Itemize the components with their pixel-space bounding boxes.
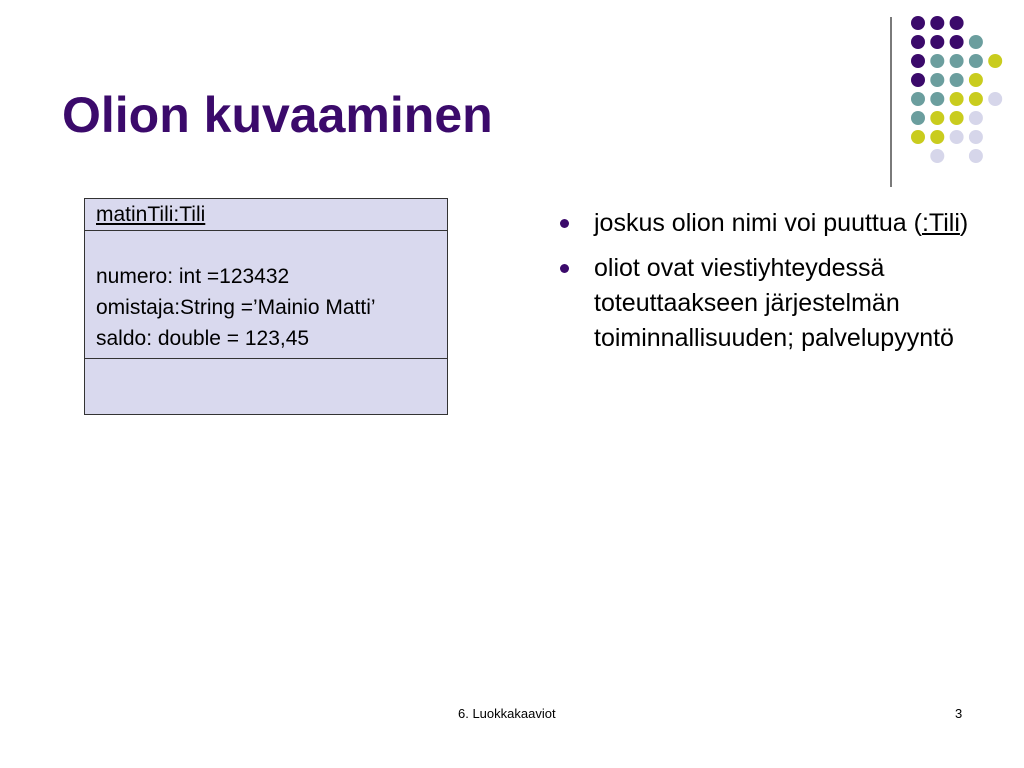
decorative-dot	[930, 73, 944, 87]
decorative-dot	[950, 111, 964, 125]
decorative-dot	[930, 16, 944, 30]
decorative-dot	[911, 111, 925, 125]
decorative-dot	[911, 73, 925, 87]
uml-object-box	[84, 198, 448, 415]
decorative-dot	[911, 130, 925, 144]
uml-attribute-saldo: saldo: double = 123,45	[96, 327, 310, 350]
bullet-dot-icon	[560, 264, 569, 273]
decorative-dot	[930, 54, 944, 68]
decorative-dot	[930, 111, 944, 125]
bullet-1-class-name: :Tili	[921, 209, 960, 237]
uml-object-name-compartment	[85, 199, 447, 231]
uml-attribute-numero: numero: int =123432	[96, 265, 290, 288]
bullet-2-text: oliot ovat viestiyhteydessä toteuttaakseen järjestelmän toiminnallisuuden; palvelupyyntö	[594, 254, 954, 352]
decorative-dot	[930, 35, 944, 49]
bullet-1-text: joskus olion nimi voi puuttua (	[594, 209, 922, 237]
bullet-dot-icon	[560, 219, 569, 228]
uml-object-name: matinTili:Tili	[96, 203, 206, 226]
header-divider-line	[890, 17, 892, 187]
decorative-dot	[911, 92, 925, 106]
decorative-dot	[988, 92, 1002, 106]
decorative-dot	[969, 130, 983, 144]
decorative-dot	[969, 54, 983, 68]
decorative-dot	[950, 54, 964, 68]
decorative-dot	[969, 35, 983, 49]
decorative-dot	[969, 149, 983, 163]
decorative-dot	[950, 92, 964, 106]
decorative-dot	[969, 73, 983, 87]
decorative-dot	[911, 54, 925, 68]
decorative-dot	[930, 92, 944, 106]
decorative-dot	[969, 92, 983, 106]
footer-title: 6. Luokkakaaviot	[458, 706, 556, 721]
decorative-dot	[950, 16, 964, 30]
uml-operations-compartment	[85, 359, 447, 414]
decorative-dot	[911, 35, 925, 49]
decorative-dot	[911, 16, 925, 30]
bullet-item-2	[560, 251, 980, 356]
page-number: 3	[955, 706, 963, 721]
uml-attributes-compartment	[85, 231, 447, 359]
bullet-list	[560, 206, 980, 366]
decorative-dot	[969, 111, 983, 125]
decorative-dot	[930, 149, 944, 163]
decorative-dot	[950, 130, 964, 144]
decorative-dot	[930, 130, 944, 144]
decorative-dot	[950, 73, 964, 87]
bullet-1-close-paren: )	[959, 209, 969, 237]
slide-title: Olion kuvaaminen	[62, 87, 493, 143]
uml-attribute-omistaja: omistaja:String =’Mainio Matti’	[96, 296, 376, 319]
decorative-dot	[950, 35, 964, 49]
bullet-item-1	[560, 206, 980, 241]
decorative-dot	[988, 54, 1002, 68]
